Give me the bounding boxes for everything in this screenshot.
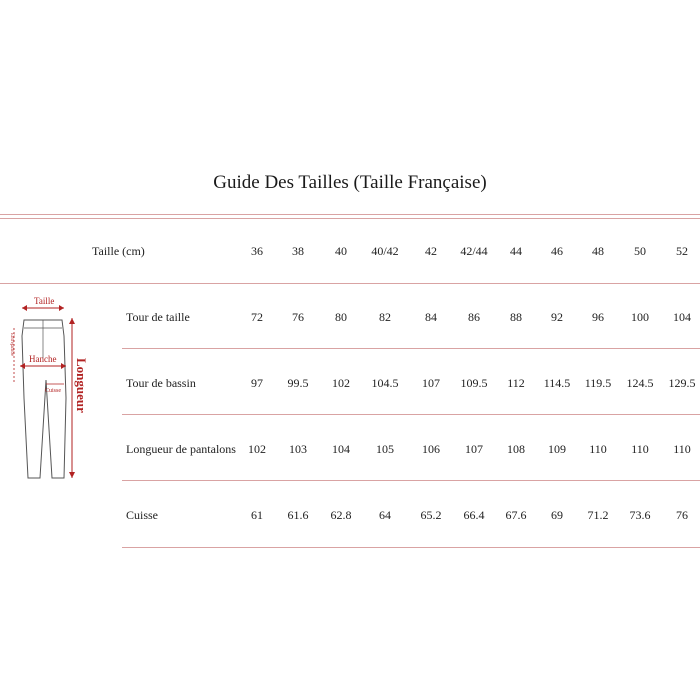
row-rule xyxy=(122,414,700,415)
table-cell: 105 xyxy=(376,442,394,456)
size-header-cell: 40/42 xyxy=(371,244,399,258)
pants-measurement-figure xyxy=(0,288,92,488)
table-cell: 61.6 xyxy=(287,508,309,522)
table-cell: 62.8 xyxy=(330,508,352,522)
header-rule xyxy=(0,283,700,284)
size-header-cell: 48 xyxy=(592,244,604,258)
waist-arrow-right-head xyxy=(59,305,64,311)
length-arrow-bottom-head xyxy=(69,472,75,478)
table-cell: 80 xyxy=(335,310,347,324)
table-cell: 86 xyxy=(468,310,480,324)
size-header-cell: 38 xyxy=(292,244,304,258)
table-cell: 71.2 xyxy=(587,508,609,522)
waist-figure-label: Taille xyxy=(34,296,55,306)
table-cell: 109 xyxy=(548,442,566,456)
row-rule xyxy=(122,547,700,548)
hip-figure-label: Hanche xyxy=(29,354,57,364)
table-cell: 124.5 xyxy=(626,376,654,390)
table-cell: 119.5 xyxy=(584,376,612,390)
pants-outline xyxy=(22,320,66,478)
row-label: Longueur de pantalons xyxy=(126,442,236,456)
table-cell: 66.4 xyxy=(463,508,485,522)
size-header-cell: 44 xyxy=(510,244,522,258)
table-cell: 110 xyxy=(589,442,607,456)
size-header-cell: 52 xyxy=(676,244,688,258)
table-cell: 104.5 xyxy=(371,376,399,390)
header-label: Taille (cm) xyxy=(92,244,145,258)
title-rule-bottom xyxy=(0,218,700,219)
size-header-cell: 42 xyxy=(425,244,437,258)
row-label: Cuisse xyxy=(126,508,159,522)
table-cell: 114.5 xyxy=(543,376,571,390)
row-label: Tour de bassin xyxy=(126,376,196,390)
table-cell: 108 xyxy=(507,442,525,456)
table-cell: 96 xyxy=(592,310,604,324)
table-cell: 67.6 xyxy=(505,508,527,522)
table-cell: 107 xyxy=(422,376,440,390)
table-cell: 110 xyxy=(673,442,691,456)
table-cell: 103 xyxy=(289,442,307,456)
table-cell: 104 xyxy=(673,310,691,324)
table-cell: 72 xyxy=(251,310,263,324)
table-cell: 82 xyxy=(379,310,391,324)
table-cell: 88 xyxy=(510,310,522,324)
table-cell: 107 xyxy=(465,442,483,456)
table-cell: 129.5 xyxy=(668,376,696,390)
table-cell: 84 xyxy=(425,310,437,324)
table-cell: 69 xyxy=(551,508,563,522)
size-header-cell: 42/44 xyxy=(460,244,488,258)
table-cell: 102 xyxy=(332,376,350,390)
length-figure-label: Longueur xyxy=(74,358,89,413)
table-cell: 109.5 xyxy=(460,376,488,390)
title-rule-top xyxy=(0,214,700,215)
table-cell: 61 xyxy=(251,508,263,522)
table-cell: 100 xyxy=(631,310,649,324)
table-cell: 92 xyxy=(551,310,563,324)
length-arrow-top-head xyxy=(69,318,75,324)
page-title: Guide Des Tailles (Taille Française) xyxy=(213,172,487,193)
table-cell: 104 xyxy=(332,442,350,456)
size-header-cell: 40 xyxy=(335,244,347,258)
row-rule xyxy=(122,480,700,481)
table-cell: 106 xyxy=(422,442,440,456)
table-cell: 73.6 xyxy=(629,508,651,522)
table-cell: 76 xyxy=(676,508,688,522)
row-label: Tour de taille xyxy=(126,310,190,324)
table-cell: 97 xyxy=(251,376,263,390)
table-cell: 112 xyxy=(507,376,525,390)
inseam-figure-label: Entrejambe xyxy=(9,333,14,357)
table-cell: 64 xyxy=(379,508,391,522)
waist-arrow-left-head xyxy=(22,305,27,311)
table-cell: 76 xyxy=(292,310,304,324)
table-cell: 65.2 xyxy=(420,508,442,522)
row-rule xyxy=(122,348,700,349)
size-header-cell: 46 xyxy=(551,244,563,258)
table-cell: 99.5 xyxy=(287,376,309,390)
thigh-figure-label: Cuisse xyxy=(45,388,62,394)
table-cell: 102 xyxy=(248,442,266,456)
size-header-cell: 50 xyxy=(634,244,646,258)
size-header-cell: 36 xyxy=(251,244,263,258)
table-cell: 110 xyxy=(631,442,649,456)
